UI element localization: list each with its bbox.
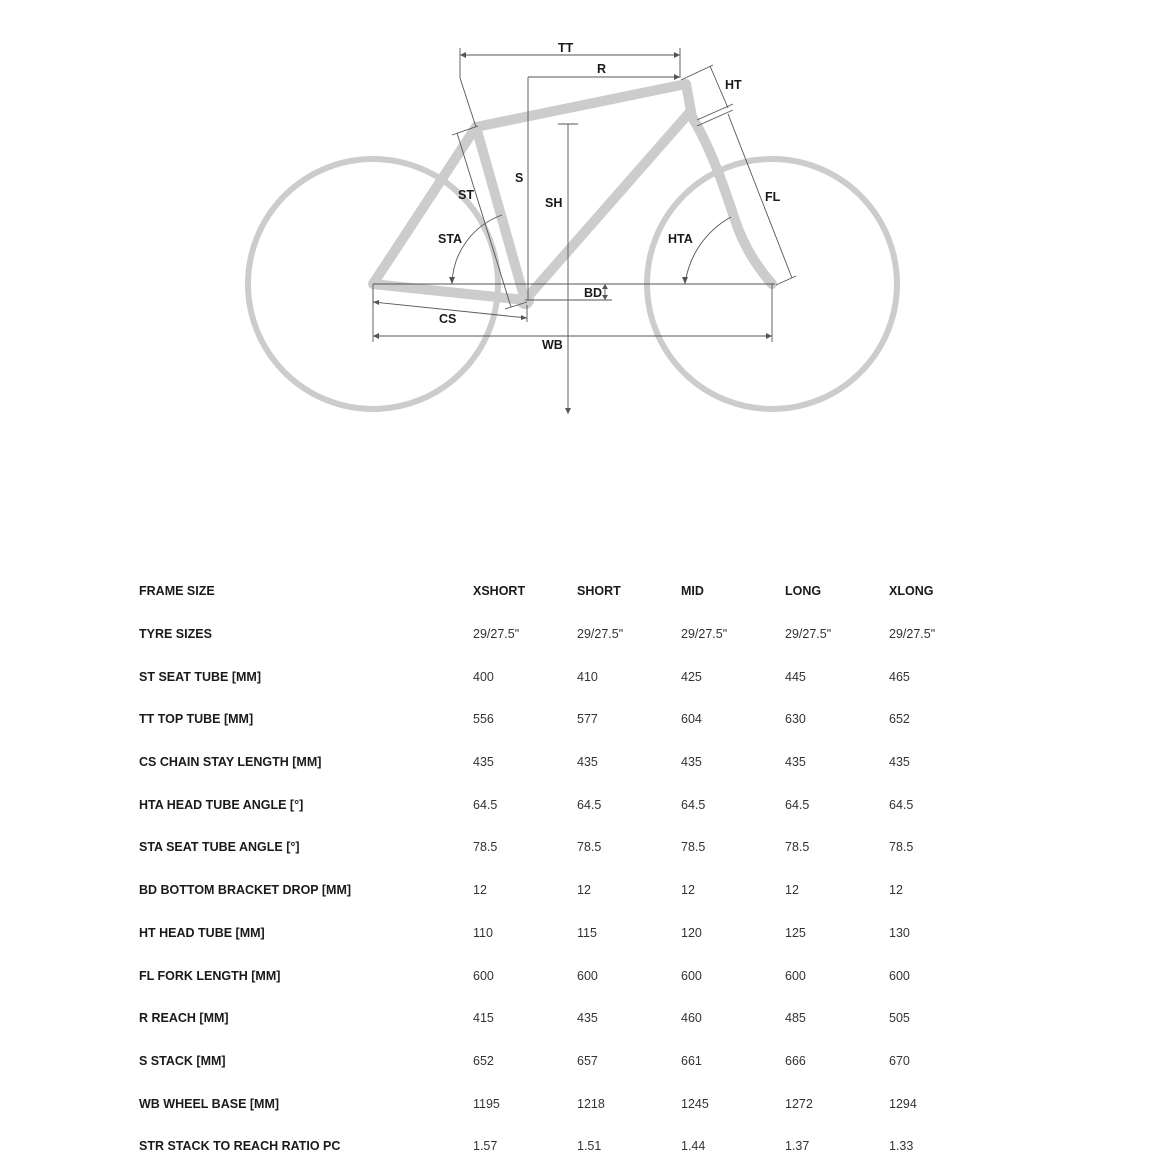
row-value: 78.5	[577, 840, 602, 855]
row-value: 29/27.5"	[577, 627, 624, 642]
table-row	[139, 1082, 993, 1125]
row-value: 600	[577, 968, 598, 983]
row-value: 435	[889, 755, 910, 770]
row-value: 78.5	[681, 840, 706, 855]
table-row	[139, 826, 993, 869]
row-value: 445	[785, 669, 806, 684]
row-value: 29/27.5"	[681, 627, 728, 642]
table-row	[139, 783, 993, 826]
row-value: 64.5	[473, 797, 498, 812]
table-row	[139, 1040, 993, 1083]
row-value: 661	[681, 1053, 702, 1068]
row-value: 120	[681, 925, 702, 940]
table-row	[139, 954, 993, 997]
row-value: 485	[785, 1011, 806, 1026]
row-label: HT HEAD TUBE [MM]	[139, 925, 265, 940]
row-value: 435	[577, 1011, 598, 1026]
row-value: 1195	[473, 1096, 500, 1111]
row-value: 410	[577, 669, 598, 684]
fl-label: FL	[765, 190, 781, 204]
row-value: 1.57	[473, 1139, 498, 1154]
row-value: 115	[577, 925, 597, 940]
row-value: 29/27.5"	[889, 627, 936, 642]
row-value: 29/27.5"	[473, 627, 520, 642]
table-row	[139, 869, 993, 912]
row-value: 64.5	[785, 797, 810, 812]
table-row	[139, 698, 993, 741]
frame-size-header: FRAME SIZE	[139, 584, 215, 599]
table-header-row	[139, 570, 993, 613]
ht-label: HT	[725, 78, 742, 92]
table-row	[139, 912, 993, 955]
tt-label: TT	[558, 41, 574, 55]
row-value: 64.5	[889, 797, 914, 812]
table-row	[139, 613, 993, 656]
row-value: 666	[785, 1053, 806, 1068]
row-label: STR STACK TO REACH RATIO PC	[139, 1139, 341, 1154]
row-value: 600	[681, 968, 702, 983]
row-value: 78.5	[889, 840, 914, 855]
row-value: 125	[785, 925, 806, 940]
row-value: 425	[681, 669, 702, 684]
table-row	[139, 741, 993, 784]
s-label: S	[515, 171, 524, 185]
row-value: 78.5	[473, 840, 498, 855]
row-value: 12	[577, 883, 591, 898]
row-value: 600	[473, 968, 494, 983]
row-value: 435	[785, 755, 806, 770]
row-value: 652	[889, 712, 910, 727]
bike-frame	[373, 84, 772, 306]
row-value: 460	[681, 1011, 702, 1026]
row-value: 435	[577, 755, 598, 770]
size-header-short: SHORT	[577, 584, 621, 599]
hta-angle	[668, 217, 731, 284]
row-value: 64.5	[577, 797, 602, 812]
size-header-long: LONG	[785, 584, 822, 599]
row-value: 78.5	[785, 840, 810, 855]
row-label: S STACK [MM]	[139, 1053, 226, 1068]
bike-geometry-diagram	[0, 0, 1170, 440]
row-label: WB WHEEL BASE [MM]	[139, 1096, 280, 1111]
row-value: 630	[785, 712, 806, 727]
row-value: 435	[681, 755, 702, 770]
row-label: TYRE SIZES	[139, 627, 212, 642]
row-value: 1.44	[681, 1139, 706, 1154]
size-header-mid: MID	[681, 584, 704, 599]
size-header-xshort: XSHORT	[473, 584, 526, 599]
tt-dimension	[460, 41, 680, 127]
row-value: 1.37	[785, 1139, 810, 1154]
row-value: 1294	[889, 1096, 917, 1111]
size-header-xlong: XLONG	[889, 584, 934, 599]
row-value: 12	[473, 883, 487, 898]
row-label: CS CHAIN STAY LENGTH [MM]	[139, 755, 322, 770]
row-value: 465	[889, 669, 910, 684]
table-row	[139, 1125, 993, 1168]
fl-dimension	[697, 110, 796, 285]
row-label: TT TOP TUBE [MM]	[139, 712, 254, 727]
row-value: 12	[681, 883, 695, 898]
row-value: 652	[473, 1053, 494, 1068]
row-value: 435	[473, 755, 494, 770]
row-value: 1.51	[577, 1139, 602, 1154]
row-value: 670	[889, 1053, 910, 1068]
row-value: 505	[889, 1011, 910, 1026]
bd-label: BD	[584, 286, 603, 300]
geometry-table-body	[139, 613, 993, 1168]
row-value: 29/27.5"	[785, 627, 832, 642]
row-value: 1245	[681, 1096, 709, 1111]
sta-label: STA	[438, 232, 463, 246]
row-value: 604	[681, 712, 702, 727]
row-value: 12	[785, 883, 799, 898]
table-row	[139, 997, 993, 1040]
r-label: R	[597, 62, 607, 76]
wb-label: WB	[542, 338, 563, 352]
row-value: 1272	[785, 1096, 813, 1111]
row-value: 110	[473, 925, 493, 940]
row-label: HTA HEAD TUBE ANGLE [°]	[139, 797, 304, 812]
row-value: 1.33	[889, 1139, 914, 1154]
row-value: 415	[473, 1011, 494, 1026]
geometry-table	[139, 570, 993, 1168]
sh-label: SH	[545, 196, 563, 210]
row-label: BD BOTTOM BRACKET DROP [MM]	[139, 883, 352, 898]
row-value: 577	[577, 712, 598, 727]
row-value: 600	[889, 968, 910, 983]
row-value: 1218	[577, 1096, 605, 1111]
row-label: R REACH [MM]	[139, 1011, 229, 1026]
row-value: 12	[889, 883, 903, 898]
cs-label: CS	[439, 312, 457, 326]
row-value: 64.5	[681, 797, 706, 812]
row-value: 130	[889, 925, 910, 940]
st-label: ST	[458, 188, 474, 202]
row-label: STA SEAT TUBE ANGLE [°]	[139, 840, 300, 855]
row-value: 657	[577, 1053, 598, 1068]
row-value: 400	[473, 669, 494, 684]
table-row	[139, 655, 993, 698]
hta-label: HTA	[668, 232, 693, 246]
row-value: 600	[785, 968, 806, 983]
row-label: FL FORK LENGTH [MM]	[139, 968, 281, 983]
row-value: 556	[473, 712, 494, 727]
row-label: ST SEAT TUBE [MM]	[139, 669, 261, 684]
reach-dimension	[528, 62, 680, 80]
